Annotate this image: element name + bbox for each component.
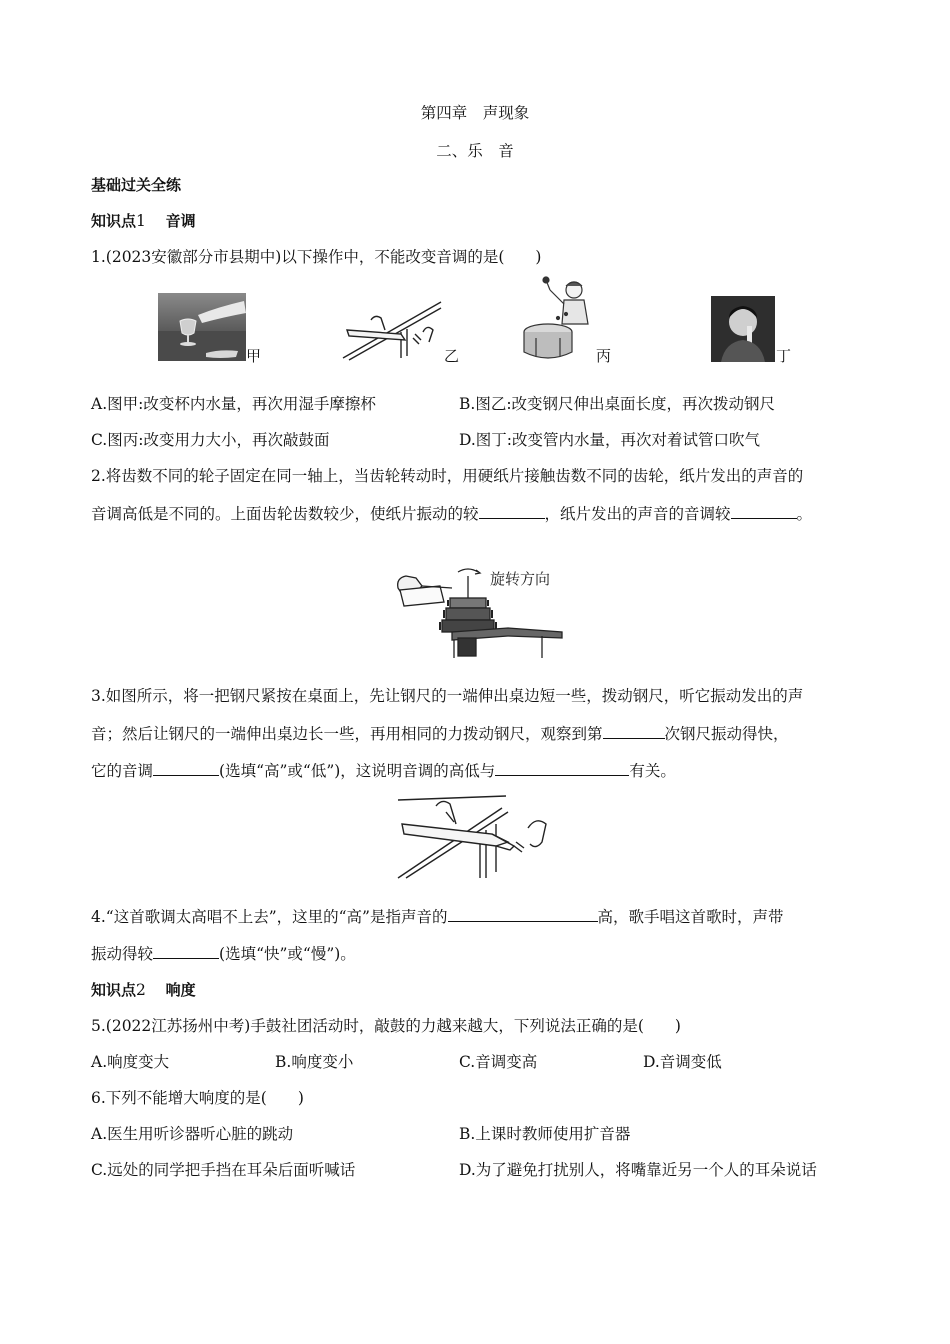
q4-blank-1[interactable] bbox=[448, 906, 598, 922]
q2-text-2b: ，纸片发出的声音的音调较 bbox=[544, 505, 731, 523]
q1-option-a: A.图甲:改变杯内水量，再次用湿手摩擦杯 bbox=[91, 395, 376, 413]
q2-line-1: 2.将齿数不同的轮子固定在同一轴上，当齿轮转动时，用硬纸片接触齿数不同的齿轮，纸片发出的声音的 bbox=[91, 467, 804, 485]
knowledge-point-2 bbox=[91, 980, 196, 1000]
kp2-name: 响度 bbox=[165, 981, 196, 999]
q4-text-1a: 4.“这首歌调太高唱不上去”，这里的“高”是指声音的 bbox=[91, 908, 448, 926]
q3-ruler-figure bbox=[396, 794, 556, 880]
q1-label-jia: 甲 bbox=[246, 347, 262, 365]
q3-text-2b: 次钢尺振动得快， bbox=[664, 725, 789, 743]
q3-blank-2[interactable] bbox=[153, 760, 219, 776]
knowledge-point-1 bbox=[91, 211, 196, 231]
q2-text-2a: 音调高低是不同的。上面齿轮齿数较少，使纸片振动的较 bbox=[91, 505, 479, 523]
q3-blank-3[interactable] bbox=[495, 760, 629, 776]
q3-line-2 bbox=[91, 723, 789, 744]
q1-label-bing: 丙 bbox=[596, 347, 612, 365]
q4-line-2 bbox=[91, 943, 356, 964]
q2-blank-1[interactable] bbox=[479, 503, 545, 519]
kp2-prefix: 知识点 bbox=[91, 981, 137, 999]
q5-stem: 5.(2022江苏扬州中考)手鼓社团活动时，敲鼓的力越来越大，下列说法正确的是( ) bbox=[91, 1017, 681, 1035]
q3-line-3 bbox=[91, 760, 676, 781]
q6-option-a: A.医生用听诊器听心脏的跳动 bbox=[91, 1125, 294, 1143]
q1-stem: 1.(2023安徽部分市县期中)以下操作中，不能改变音调的是( ) bbox=[91, 248, 542, 266]
q1-option-c: C.图丙:改变用力大小，再次敲鼓面 bbox=[91, 431, 330, 449]
q4-blank-2[interactable] bbox=[153, 943, 219, 959]
q6-option-b: B.上课时教师使用扩音器 bbox=[459, 1125, 631, 1143]
q2-gear-figure bbox=[392, 566, 568, 662]
q1-figure-yi bbox=[341, 296, 443, 362]
q5-option-a: A.响度变大 bbox=[91, 1053, 170, 1071]
q4-text-2a: 振动得较 bbox=[91, 945, 154, 963]
q1-figure-ding bbox=[711, 296, 775, 362]
q4-text-2b: (选填“快”或“慢”)。 bbox=[219, 945, 356, 963]
q6-option-d: D.为了避免打扰别人，将嘴靠近另一个人的耳朵说话 bbox=[459, 1161, 817, 1179]
q2-blank-2[interactable] bbox=[731, 503, 797, 519]
q3-text-3b: (选填“高”或“低”)，这说明音调的高低与 bbox=[219, 762, 496, 780]
q1-option-b: B.图乙:改变钢尺伸出桌面长度，再次拨动钢尺 bbox=[459, 395, 776, 413]
q2-text-2c: 。 bbox=[796, 505, 813, 523]
q5-option-b: B.响度变小 bbox=[275, 1053, 354, 1071]
q5-option-d: D.音调变低 bbox=[643, 1053, 722, 1071]
kp1-name: 音调 bbox=[165, 212, 196, 230]
section-title: 二、乐 音 bbox=[436, 142, 514, 160]
q3-text-2a: 音；然后让钢尺的一端伸出桌边长一些，再用相同的力拨动钢尺，观察到第 bbox=[91, 725, 603, 743]
chapter-title: 第四章 声现象 bbox=[420, 104, 530, 122]
q1-figure-jia bbox=[158, 293, 246, 361]
kp1-prefix: 知识点 bbox=[91, 212, 137, 230]
q3-blank-1[interactable] bbox=[603, 723, 665, 739]
q3-text-3c: 有关。 bbox=[629, 762, 676, 780]
q1-label-ding: 丁 bbox=[776, 347, 792, 365]
q2-line-2 bbox=[91, 503, 812, 524]
q1-figure-bing bbox=[522, 276, 600, 364]
q2-fig-caption: 旋转方向 bbox=[490, 570, 551, 588]
q1-label-yi: 乙 bbox=[444, 347, 460, 365]
q6-stem: 6.下列不能增大响度的是( ) bbox=[91, 1089, 304, 1107]
kp2-num: 2 bbox=[136, 981, 146, 999]
q4-text-1b: 高，歌手唱这首歌时，声带 bbox=[597, 908, 784, 926]
q3-line-1: 3.如图所示，将一把钢尺紧按在桌面上，先让钢尺的一端伸出桌边短一些，拨动钢尺，听它振动发出的声 bbox=[91, 687, 804, 705]
q1-option-d: D.图丁:改变管内水量，再次对着试管口吹气 bbox=[459, 431, 761, 449]
kp1-num: 1 bbox=[136, 212, 146, 230]
q3-text-3a: 它的音调 bbox=[91, 762, 154, 780]
part-title: 基础过关全练 bbox=[91, 176, 182, 194]
q5-option-c: C.音调变高 bbox=[459, 1053, 538, 1071]
q4-line-1 bbox=[91, 906, 784, 927]
q6-option-c: C.远处的同学把手挡在耳朵后面听喊话 bbox=[91, 1161, 356, 1179]
